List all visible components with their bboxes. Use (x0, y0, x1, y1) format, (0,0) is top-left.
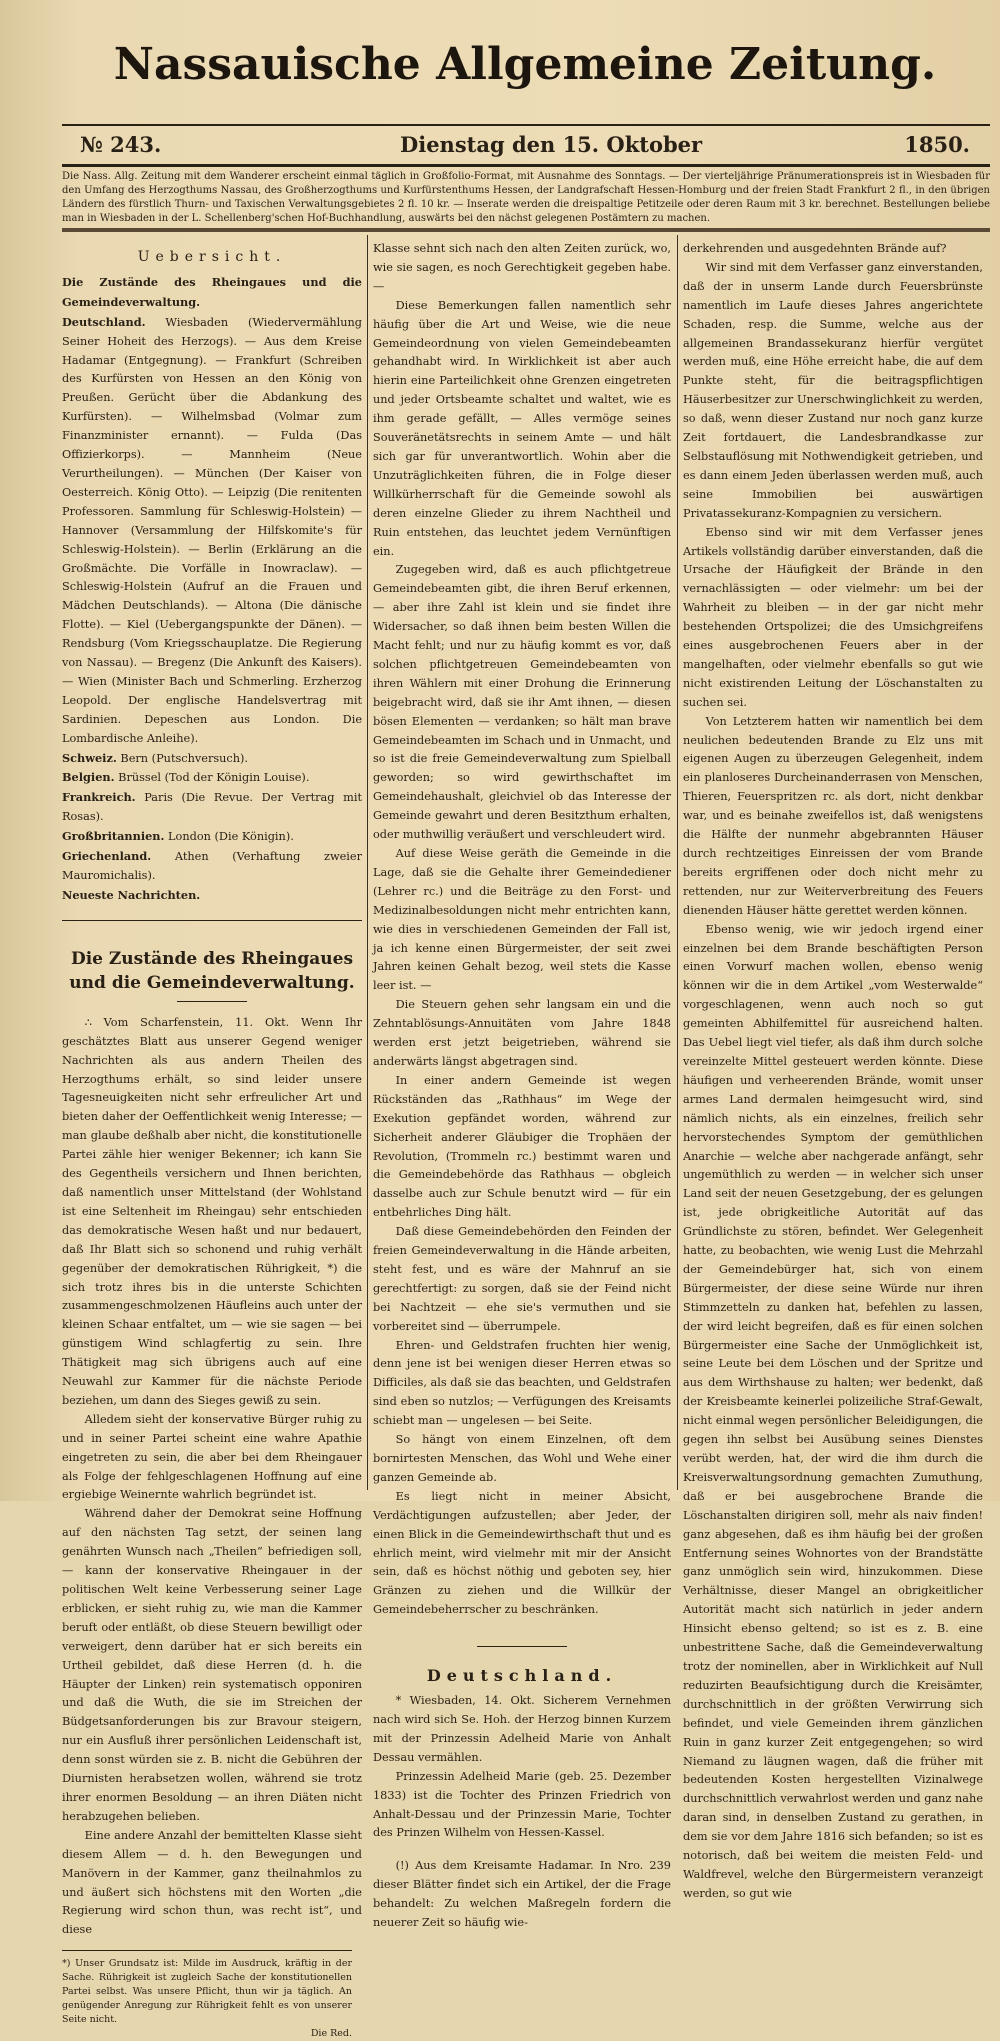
overview-item (62, 886, 362, 906)
overview-item-heading: Frankreich. (62, 790, 136, 805)
paragraph: Alledem sieht der konservative Bürger ruhig zu und in seiner Partei scheint eine wahre Apathie eingetreten zu sein, die aber bei dem Rheingauer als Folge der fehlgeschlagenen Hoffnung auf eine ergiebige Weinernte wahrlich begründet ist. (62, 1412, 362, 1502)
paragraph: In einer andern Gemeinde ist wegen Rückständen das „Rathhaus“ im Wege der Exekution gepfändet worden, während zur Sicherheit anderer Gläubiger die Trophäen der Revolution, (Trommeln rc.) bestimmt waren und die Gemeindebehörde das Rathhaus — obgleich dasselbe auch zur Schule benutzt wird — für ein entbehrliches Ding hält. (373, 1073, 671, 1220)
paragraph: Klasse sehnt sich nach den alten Zeiten zurück, wo, wie sie sagen, es noch Gerechtigkeit gegeben habe. — (373, 242, 671, 293)
overview-item-heading: Großbritannien. (62, 829, 165, 844)
overview-item-heading: Griechenland. (62, 849, 152, 864)
paragraph: Ebenso wenig, wie wir jedoch irgend einer einzelnen bei dem Brande beschäftigten Person einen Vorwurf machen wollen, ebenso wenig können wir die in dem Artikel „vom Westerwalde“ vorgeschlagenen, wenn auch noch so gut gemeinten Abhilfemittel für ausreichend halten. Das Uebel liegt viel tiefer, als daß ihm durch solche vereinzelte Mittel gesteuert werden könnte. Diese häufigen und verheerenden Brände, womit unser armes Land dermalen heimgesucht wird, sind nämlich nichts, als ein einzelnes, freilich sehr hervorstechendes Symptom der gemüthlichen Anarchie — welche aber nachgerade anfängt, sehr ungemüthlich zu werden — in welcher sich unser Land seit der neuen Gesetzgebung, der es gelungen ist, jede obrigkeitliche Autorität auf das Gründlichste zu stören, befindet. Wer Gelegenheit hatte, zu beobachten, wie wenig Lust die Mehrzahl der Gemeindebürger hat, sich von einem Bürgermeister, der diese seine Würde nur ihren Stimmzetteln zu danken hat, befehlen zu lassen, der wird leicht begreifen, daß es für einen solchen Bürgermeister eine Sache der Unmöglichkeit ist, seine Leute bei dem Löschen und der Spritze und aus dem Wirthshause zu halten; wer bedenkt, daß der Kreisbeamte keinerlei polizeiliche Straf-Gewalt, nicht einmal wegen persönlicher Beleidigungen, die gegen ihn selbst bei Ausübung seines Dienstes verübt werden, hat, der wird die ihm durch die Kreisverwaltungsordnung gemachten Zumuthung, daß er bei ausgebrochene Brande die Löschanstalten dirigiren soll, mehr als naiv finden! ganz abgesehen, daß es ihm häufig bei der großen Entfernung seines Wohnortes von der Brandstätte ganz unmöglich sein wird, hinzukommen. Diese Verhältnisse, dieser Mangel an obrigkeitlicher Autorität macht sich natürlich in jeder andern Hinsicht ebenso geltend; so ist es z. B. eine unbestrittene Sache, daß die Gemeindeverwaltung trotz der nominellen, aber in Wirklichkeit auf Null reduzirten Beaufsichtigung durch die Kreisämter, durchschnittlich in der größten Verwirrung sich befindet, und viele Gemeinden ihrem gänzlichen Ruin in ganz kurzer Zeit entgegengehen; so wird Niemand zu läugnen wagen, daß die früher mit bedeutenden Kosten hergestellten Vizinalwege durchschnittlich verwahrlost werden und ganz nahe daran sind, in denselben Zustand zu gerathen, in dem sie vor dem Jahre 1816 sich befanden; so ist es notorisch, daß bei weitem die meisten Feld- und Waldfrevel, welche den Bürgermeistern veranzeigt werden, so gut wie (683, 922, 983, 1900)
divider (62, 164, 990, 167)
overview-item-text: Paris (Die Revue. Der Vertrag mit Rosas). (62, 791, 362, 824)
column-divider (367, 235, 368, 1490)
overview-item (62, 847, 362, 886)
paragraph: ∴ Vom Scharfenstein, 11. Okt. Wenn Ihr geschätztes Blatt aus unserer Gegend weniger Nachrichten als aus andern Theilen des Herzogthums erhält, so sind leider unsere Tagesneuigkeiten nicht sehr erfreulicher Art und bieten daher der Oeffentlichkeit wenig Interesse; — man glaube deßhalb aber nicht, die konstitutionelle Partei zähle hier weniger Bekenner; ich kann Sie des Gegentheils versichern und Ihnen berichten, daß namentlich unser Mittelstand (der Wohlstand ist eine Seltenheit im Rheingau) sehr entschieden das demokratische Wesen haßt und nur bedauert, daß Ihr Blatt sich so schonend und ruhig verhält gegenüber der demokratischen Rührigkeit, *) die sich trotz ihres bis in die unterste Schichten zusammengeschmolzenen Häufleins auch unter der kleinen Schaar entfaltet, um — wie sie sagen — bei günstigem Wind schlagfertig zu sein. Ihre Thätigkeit mag sich übrigens auch auf eine Neuwahl zur Kammer für die nächste Periode beziehen, um dann des Sieges gewiß zu sein. (62, 1015, 362, 1407)
divider (62, 920, 362, 921)
overview-item-heading: Neueste Nachrichten. (62, 887, 201, 902)
issue-date: Dienstag den 15. Oktober (400, 132, 703, 157)
divider (177, 1001, 247, 1002)
overview-item-text: Athen (Verhaftung zweier Mauromichalis). (62, 850, 363, 882)
overview-item (62, 827, 362, 847)
masthead-title: Nassauische Allgemeine Zeitung. (113, 39, 937, 90)
overview-item-text: Bern (Putschversuch). (120, 751, 249, 765)
article-body-continued (373, 240, 671, 1620)
paragraph: Wir sind mit dem Verfasser ganz einverstanden, daß der in unserm Lande durch Feuersbrünste namentlich im Laufe dieses Jahres angerichtete Schaden, resp. die Summe, welche aus der allgemeinen Brandassekuranz hierfür vergütet werden muß, eine Höhe erreicht habe, die auf dem Punkte steht, für die beitragspflichtigen Häuserbesitzer zur Unerschwinglichkeit zu werden, so daß, wenn dieser Zustand nur noch ganz kurze Zeit fortdauert, die Landesbrandkasse zur Selbstauflösung mit Nothwendigkeit getrieben, und es dann einem Jeden überlassen werden muß, auch seine Immobilien bei auswärtigen Privatassekuranz-Kompagnien zu versichern. (683, 260, 983, 520)
subscription-info: Die Nass. Allg. Zeitung mit dem Wanderer erscheint einmal täglich in Großfolio-Format, mit Ausnahme des Sonntags. — Der vierteljährige Pränumerationspreis ist in Wiesbaden für den Umfang des Herzogthums Nassau, des Großherzogthums und Kurfürstenthums Hessen, der Landgrafschaft Hessen-Homburg und der freien Stadt Frankfurt 2 fl., in den übrigen Ländern des fürstlich Thurn- und Taxischen Verwaltungsgebietes 2 fl. 10 kr. — Inserate werden die dreispaltige Petitzeile oder deren Raum mit 3 kr. berechnet. Bestellungen beliebe man in Wiesbaden in der L. Schellenberg'schen Hof-Buchhandlung, auswärts bei den nächst gelegenen Postämtern zu machen. (62, 171, 990, 224)
article-headline: Die Zustände des Rheingaues und die Gemeindeverwaltung. (69, 948, 355, 993)
column-2 (373, 240, 671, 1933)
issue-number: № 243. (80, 132, 162, 157)
issue-year: 1850. (904, 132, 970, 157)
paragraph: Daß diese Gemeindebehörden den Feinden der freien Gemeindeverwaltung in die Hände arbeiten, steht fest, und es wäre der Mahnruf an sie gerechtfertigt: zu sorgen, daß sie der Feind nicht bei Nachtzeit — ehe sie's vermuthen und sie vorbereitet sind — überrumpele. (373, 1225, 671, 1333)
overview-item (62, 749, 362, 769)
paragraph: Auf diese Weise geräth die Gemeinde in die Lage, daß sie die Gehalte ihrer Gemeindediener (Lehrer rc.) und die Beiträge zu den Forst- und Medizinalbesoldungen nicht mehr entrichten kann, wie dies in verschiedenen Gemeinden der Fall ist, ja ich kenne einen Bürgermeister, der seit zwei Jahren keinen Gehalt bezog, weil stets die Kasse leer ist. — (373, 847, 671, 993)
paragraph: * Wiesbaden, 14. Okt. Sicherem Vernehmen nach wird sich Se. Hoh. der Herzog binnen Kurzem mit der Prinzessin Adelheid Marie von Anhalt Dessau vermählen. (373, 1694, 671, 1764)
column-1 (62, 240, 362, 2041)
paragraph: So hängt von einem Einzelnen, oft dem bornirtesten Menschen, das Wohl und Wehe einer ganzen Gemeinde ab. (373, 1433, 671, 1484)
overview-item-heading: Belgien. (62, 770, 115, 785)
footnote (62, 1950, 352, 2041)
overview-item (62, 313, 362, 749)
divider (62, 228, 990, 232)
paragraph: Die Steuern gehen sehr langsam ein und die Zehntablösungs-Annuitäten vom Jahre 1848 werden erst jetzt beigetrieben, während sie anderwärts längst abgetragen sind. (373, 998, 671, 1068)
overview-item-text: Brüssel (Tod der Königin Louise). (118, 771, 310, 785)
section-title-deutschland: Deutschland. (426, 1666, 618, 1686)
paragraph: derkehrenden und ausgedehnten Brände auf? (683, 242, 947, 255)
overview-item (62, 273, 362, 313)
paragraph: Von Letzterem hatten wir namentlich bei dem neulichen bedeutenden Brande zu Elz uns mit eigenen Augen zu überzeugen Gelegenheit, indem ein planloseres Durcheinanderrasen von Menschen, Thieren, Feuerspritzen rc. als dort, nicht denkbar war, und es beinahe zweifellos ist, daß wenigstens die Hälfte der nunmehr abgebrannten Häuser durch rechtzeitiges Einreissen der vom Brande bereits ergriffenen oder doch nicht mehr zu rettenden, nur zur Weiterverbreitung des Feuers dienenden Häuser hätte gerettet werden können. (683, 714, 983, 917)
divider (477, 1646, 567, 1647)
overview-item-heading: Deutschland. (62, 314, 146, 329)
overview-item (62, 768, 362, 788)
footnote-text: *) Unser Grundsatz ist: Milde im Ausdruck, kräftig in der Sache. Rührigkeit ist zugleich Sache der konstitutionellen Partei selbst. Was unsere Pflicht, thun wir ja täglich. An genügender Anregung zur Rührigkeit fehlt es von unserer Seite nicht. (62, 1958, 352, 2026)
overview-item-text: Wiesbaden (Wiedervermählung Seiner Hoheit des Herzogs). — Aus dem Kreise Hadamar (Entgegnung). — Frankfurt (Schreiben des Kurfürsten von Hessen an den König von Preußen. Gerücht über die Abdankung des Kurfürsten). — Wilhelmsbad (Volmar zum Finanzminister ernannt). — Fulda (Das Offizierkorps). — Mannheim (Neue Verurtheilungen). — München (Der Kaiser von Oesterreich. König Otto). — Leipzig (Die renitenten Professoren. Sammlung für Schleswig-Holstein) — Hannover (Versammlung der Hilfskomite's für Schleswig-Holstein). — Berlin (Erklärung an die Großmächte. Die Vorfälle in Inowraclaw). — Schleswig-Holstein (Aufruf an die Frauen und Mädchen Deutschlands). — Altona (Die dänische Flotte). — Kiel (Uebergangspunkte der Dänen). — Rendsburg (Vom Kriegsschauplatze. Die Regierung von Nassau). — Bregenz (Die Ankunft des Kaisers). — Wien (Minister Bach und Schmerling. Erzherzog Leopold. Der englische Handelsvertrag mit Sardinien. Depeschen aus London. Die Lombardische Anleihe). (62, 315, 362, 745)
divider (62, 124, 990, 126)
paragraph: Während daher der Demokrat seine Hoffnung auf den nächsten Tag setzt, der seinen lang genährten Wunsch nach „Theilen“ befriedigen soll, — kann der konservative Rheingauer in der politischen Welt keine Verbesserung seiner Lage erblicken, er sieht ruhig zu, wie man die Kammer beruft oder entläßt, ob diese Steuern bewilligt oder verweigert, denn darüber hat er sich bereits ein Urtheil gebildet, daß diese Herren (d. h. die Häupter der Linken) rein systematisch opponiren und daß die Wuth, die sie im Streichen der Büdgetsanforderungen bis zur Bravour steigern, nur ein Ausfluß ihrer persönlichen Leidenschaft ist, denn sonst würden sie z. B. nicht die Gebühren der Diurnisten herabsetzen wollen, während sie trotz ihrer enormen Besoldung — an ihren Diäten nicht herabzugehen belieben. (62, 1507, 362, 1823)
issue-header (80, 132, 980, 162)
overview-item-heading: Die Zustände des Rheingaues und die Gemeindeverwaltung. (62, 274, 362, 309)
column-3 (683, 240, 983, 1904)
paragraph: (!) Aus dem Kreisamte Hadamar. In Nro. 239 dieser Blätter findet sich ein Artikel, der die Frage behandelt: Zu welchen Maßregeln fordern die neuerer Zeit so häufig wie- (373, 1859, 671, 1930)
paragraph: Prinzessin Adelheid Marie (geb. 25. Dezember 1833) ist die Tochter des Prinzen Friedrich von Anhalt-Dessau und der Prinzessin Marie, Tochter des Prinzen Wilhelm von Hessen-Kassel. (373, 1769, 671, 1840)
paragraph: Eine andere Anzahl der bemittelten Klasse sieht diesem Allem — d. h. den Bewegungen und Manövern in der Kammer, ganz theilnahmlos zu und äußert sich höchstens mit den Worten „die Regierung wird schon thun, was recht ist“, und diese (62, 1828, 362, 1937)
deutschland-news (373, 1692, 671, 1933)
overview-item (62, 788, 362, 827)
paragraph: Ebenso sind wir mit dem Verfasser jenes Artikels vollständig darüber einverstanden, daß die Ursache der Häufigkeit der Brände in den vernachlässigten — oder vielmehr: um bei der Wahrheit zu bleiben — in der gar nicht mehr bestehenden Ortspolizei; die des Umsichgreifens eines ausgebrochenen Feuers aber in der mangelhaften, oder vielmehr ebenfalls so gut wie nicht existirenden Leitung der Löschanstalten zu suchen sei. (683, 525, 983, 709)
overview-item-text: London (Die Königin). (168, 830, 294, 844)
paragraph: Ehren- und Geldstrafen fruchten hier wenig, denn jene ist bei wenigen dieser Herren etwas so Difficiles, als daß sie das beachten, und Geldstrafen sind eben so nutzlos; — Verfügungen des Kreisamts schiebt man — ungelesen — bei Seite. (373, 1338, 671, 1428)
article-body (62, 1014, 362, 1940)
footnote-signature: Die Red. (310, 2028, 352, 2040)
hadamar-article (683, 240, 983, 1904)
column-divider (677, 235, 678, 1490)
paragraph: Zugegeben wird, daß es auch pflichtgetreue Gemeindebeamten gibt, die ihren Beruf erkennen, — aber ihre Zahl ist klein und sie findet ihre Widersacher, so daß ihnen beim besten Willen die Macht fehlt; und nur zu häufig kommt es vor, daß solchen pflichtgetreuen Gemeindebeamten von ihren Wählern mit einer Drohung die Erinnerung beigebracht wird, daß sie ihr Amt ihnen, — diesen bösen Elementen — verdanken; so hält man brave Gemeindebeamten im Schach und in Unmacht, und so ist die freie Gemeindeverwaltung zum Spielball geworden; so wird gewirthschaftet im Gemeindehaushalt, gleichviel ob das Interesse der Gemeinde gewahrt und deren Besitzthum erhalten, oder muthwillig veräußert und verschleudert wird. (373, 563, 671, 842)
paragraph: Diese Bemerkungen fallen namentlich sehr häufig über die Art und Weise, wie die neue Gemeindeordnung von vielen Gemeindebeamten gehandhabt wird. In Wirklichkeit ist aber auch hierin eine Parteilichkeit ohne Grenzen eingetreten und jeder Ortsbeamte schaltet und waltet, wie es ihm gerade gefällt, — Alles vermöge seines Souveränetätsrechts in seinem Amte — und hält sich gar für unverantwortlich. Wohin aber die Unzuträglichkeiten führen, die in Folge dieser Willkürherrschaft für die Gemeinde sowohl als deren einzelne Glieder zu ihrem Nachtheil und Ruin entstehen, das leuchtet jedem Vernünftigen ein. (373, 298, 671, 558)
overview-title: Uebersicht. (137, 249, 287, 265)
overview-list (62, 273, 362, 906)
overview-item-heading: Schweiz. (62, 750, 117, 765)
paragraph: Es liegt nicht in meiner Absicht, Verdächtigungen aufzustellen; aber Jeder, der einen Blick in die Gemeindewirthschaft thut und es ehrlich meint, wird vielmehr mit mir der Ansicht sein, daß es höchst nöthig und geboten sey, hier Gränzen zu ziehen und die Willkür der Gemeindebeherrscher zu beschränken. (373, 1489, 671, 1617)
